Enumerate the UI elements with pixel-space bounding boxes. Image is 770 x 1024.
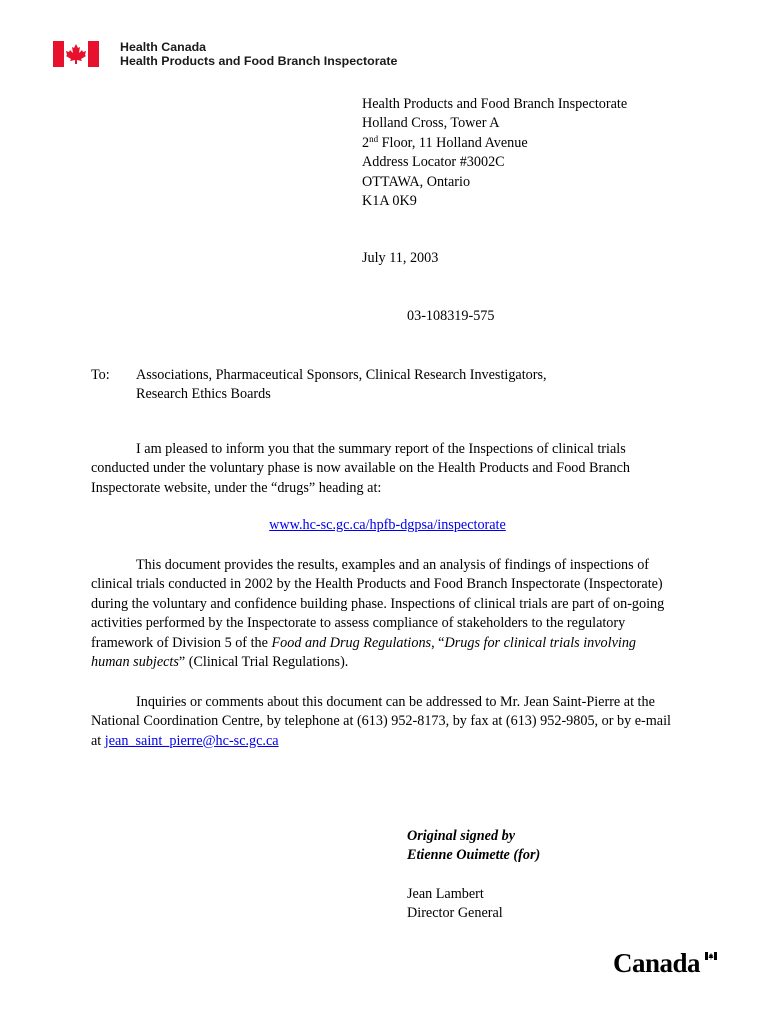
sender-address	[362, 95, 627, 211]
website-link[interactable]: www.hc-sc.gc.ca/hpfb-dgpsa/inspectorate	[269, 517, 506, 533]
letterhead-text	[120, 40, 397, 68]
official-title: Director General	[407, 905, 503, 922]
department-name: Health Canada	[120, 40, 207, 54]
recipient-list	[136, 366, 596, 405]
signed-by: Original signed by	[407, 828, 515, 844]
letterhead	[53, 40, 397, 68]
address-line: K1A 0K9	[362, 193, 417, 210]
floor-suffix: nd	[369, 133, 379, 144]
address-line: Holland Cross, Tower A	[362, 115, 500, 132]
address-line: Address Locator #3002C	[362, 154, 505, 171]
official-name: Jean Lambert	[407, 885, 484, 902]
recipient-line: Associations, Pharmaceutical Sponsors, Clinical Research Investigators,	[136, 367, 547, 383]
paragraph-description	[91, 556, 676, 672]
regulation-title: Food and Drug Regulations	[271, 634, 432, 651]
to-label: To:	[91, 367, 110, 383]
floor-number: 2	[362, 134, 370, 151]
email-link[interactable]: jean_saint_pierre@hc-sc.gc.ca	[104, 732, 279, 749]
paragraph-text: Inquiries or comments about this document can be addressed to Mr. Jean Saint-Pierre at the National Coordination Centre, by telephone at (613) 952-8173, by fax at (613) 952-9805, or by e-mail at	[91, 694, 671, 749]
signature-block	[407, 827, 540, 924]
address-line: Health Products and Food Branch Inspectorate	[362, 96, 628, 112]
paragraph-text: ” (Clinical Trial Regulations).	[178, 654, 349, 671]
canada-flag-icon	[53, 41, 99, 67]
paragraph-inquiries	[91, 693, 676, 751]
reference-number: 03-108319-575	[407, 308, 495, 324]
paragraph-intro: I am pleased to inform you that the summary report of the Inspections of clinical trials conducted under the voluntary phase is now available on the Health Products and Food Branch Inspectorate website, under the “drugs” heading at:	[91, 441, 630, 496]
wordmark-flag-icon	[705, 952, 717, 960]
address-line: OTTAWA, Ontario	[362, 173, 471, 190]
branch-name: Health Products and Food Branch Inspectorate	[120, 54, 398, 68]
signer-name: Etienne Ouimette (for)	[407, 847, 541, 864]
paragraph-text: This document provides the results, examples and an analysis of findings of inspections of clinical trials conducted in 2002 by the Health Products and Food Branch Inspectorate (Inspectorate) during the voluntary and confidence building phase. Inspections of clinical trials are part of on-going activities performed by the Inspectorate to assess compliance of stakeholders to the regulatory framework of Division 5 of the	[91, 557, 665, 651]
regulation-part-title: Drugs for clinical trials involving human subjects	[91, 634, 637, 671]
address-line	[362, 134, 627, 153]
wordmark-text: Canada	[613, 948, 701, 978]
letter-date: July 11, 2003	[362, 250, 439, 266]
canada-wordmark	[613, 948, 700, 980]
website-link-line	[0, 517, 770, 534]
recipient-line: Research Ethics Boards	[136, 386, 271, 403]
paragraph-text: , “	[431, 634, 445, 651]
floor-street: Floor, 11 Holland Avenue	[378, 134, 528, 151]
